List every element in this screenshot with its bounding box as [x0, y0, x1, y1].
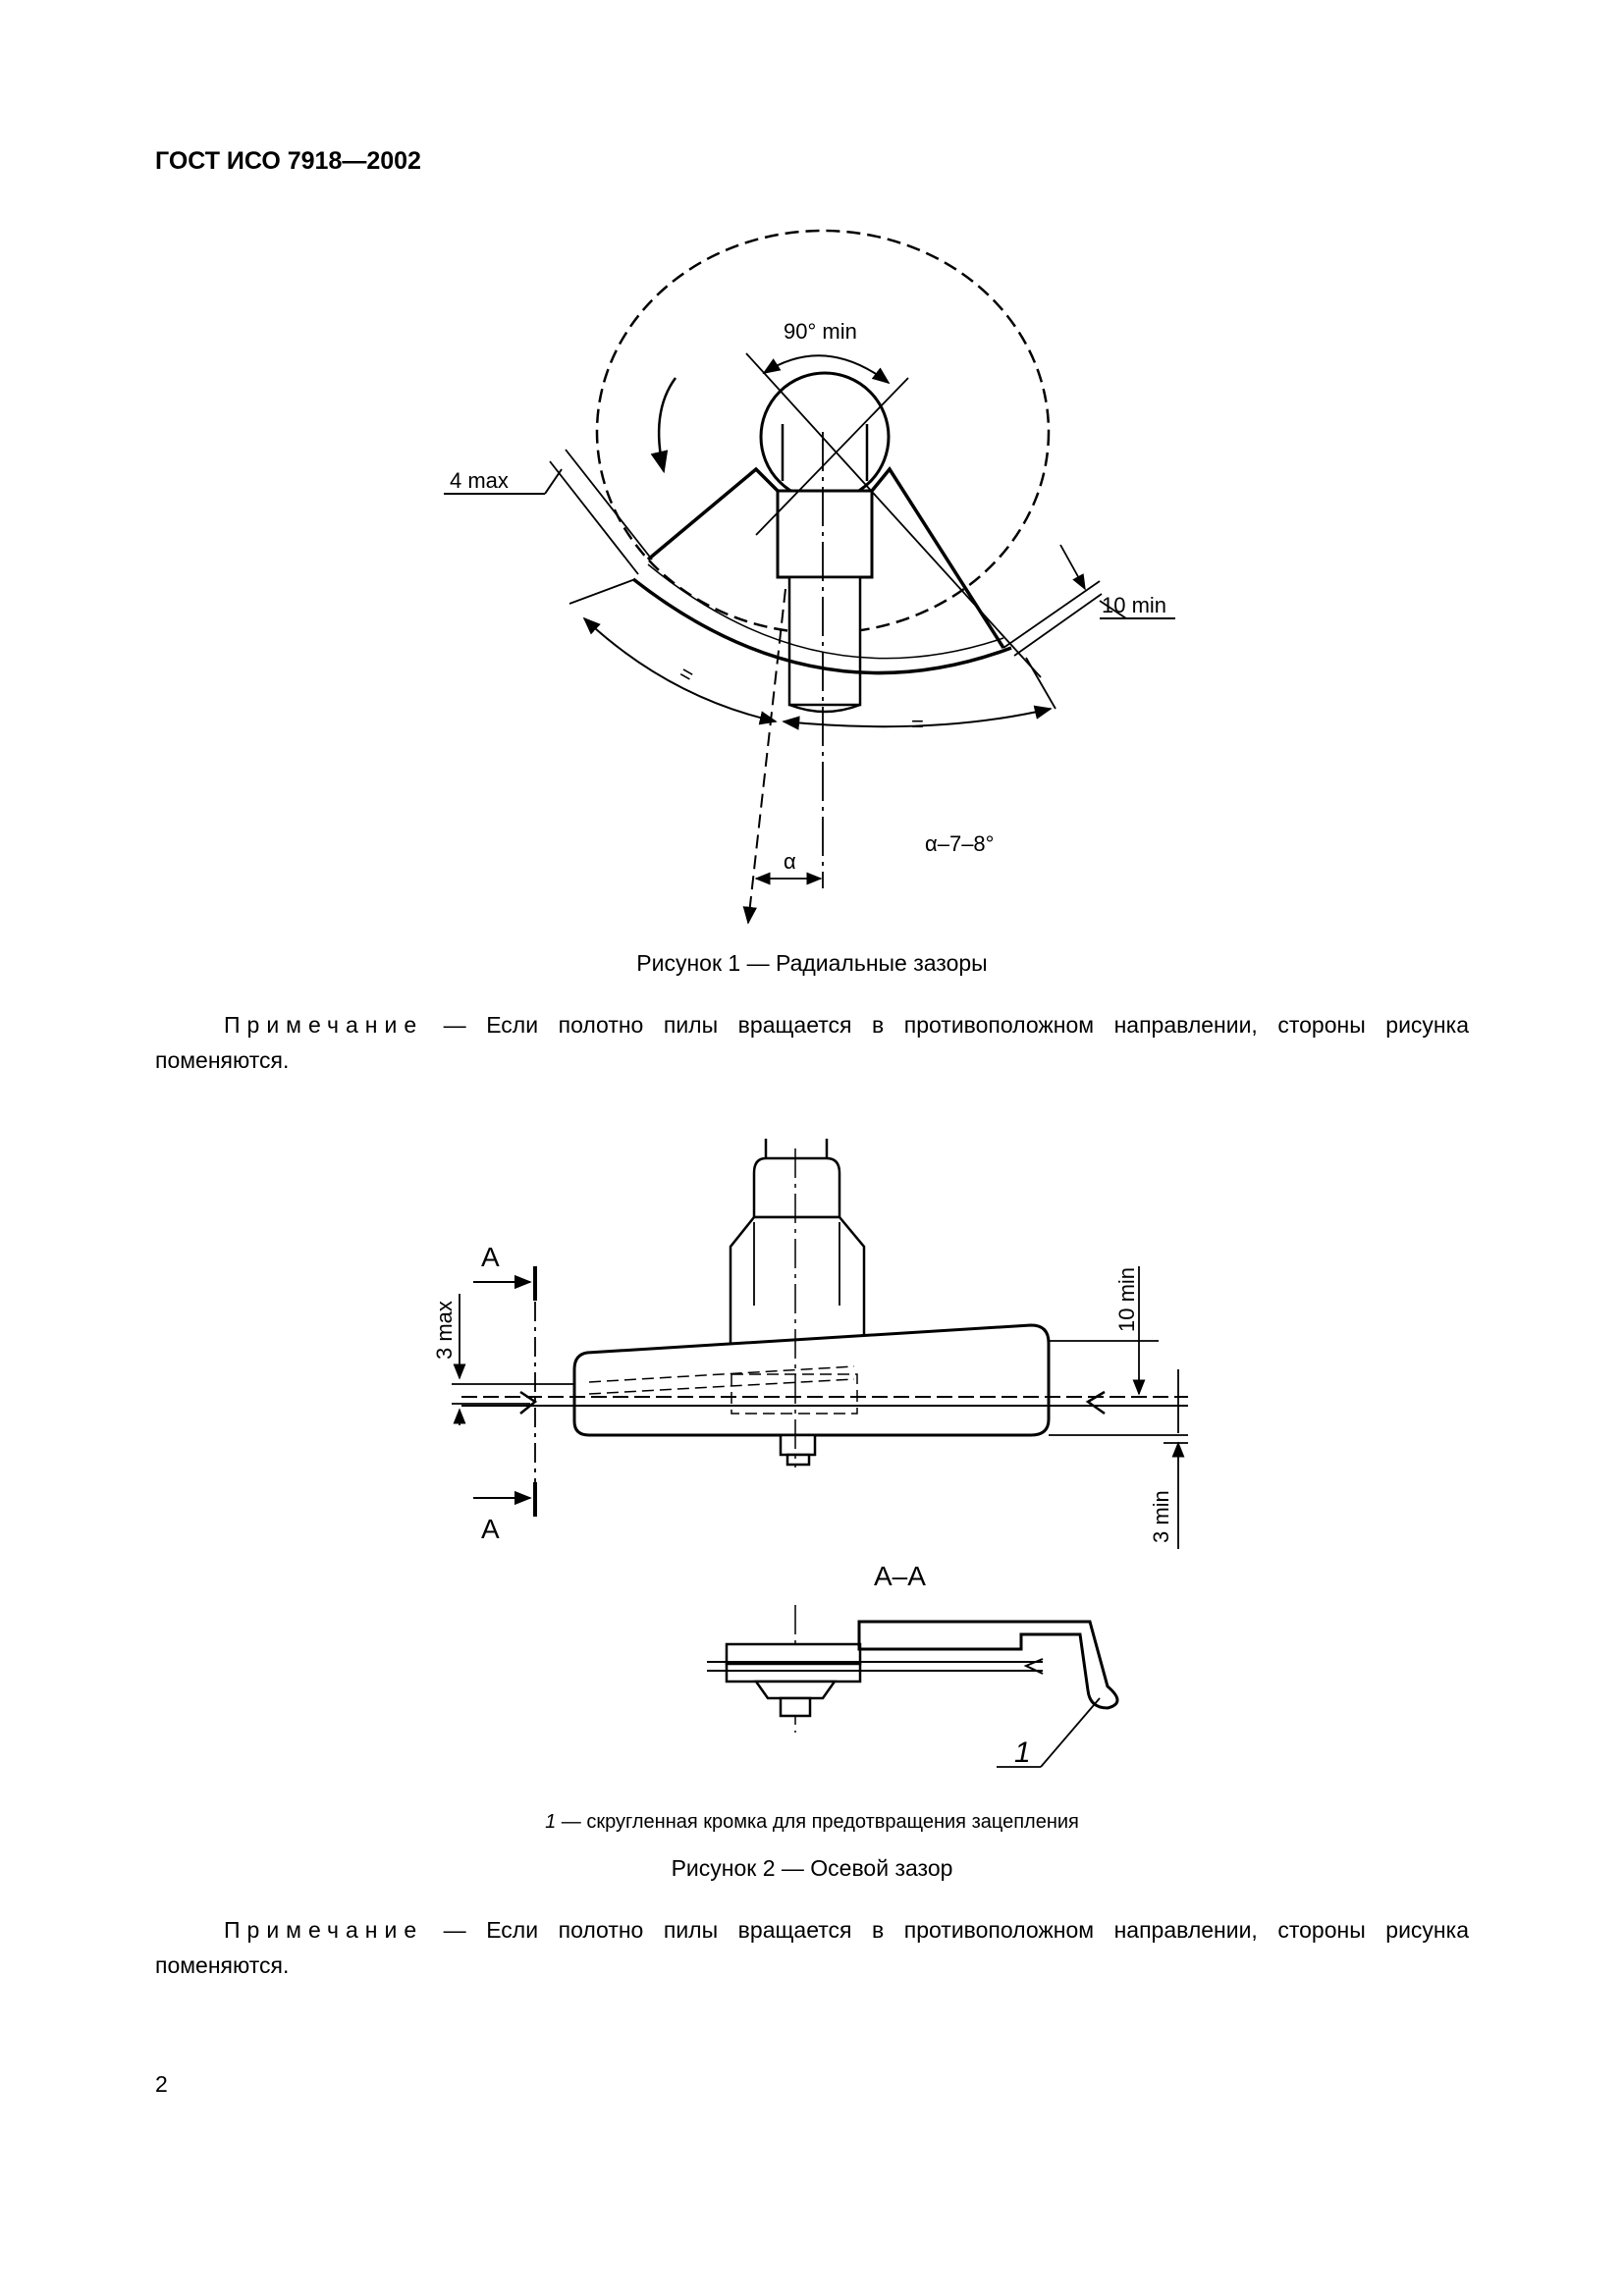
figure-2-legend — [0, 1811, 1624, 1834]
label-4-max: 4 max — [450, 468, 509, 493]
guard-mount-block-side — [731, 1217, 864, 1345]
label-equal-right: = — [911, 712, 924, 736]
label-section-a-a: A–A — [874, 1561, 926, 1591]
label-3-max: 3 max — [432, 1301, 457, 1360]
guard-section-profile — [859, 1622, 1117, 1708]
figure-2-caption: Рисунок 2 — Осевой зазор — [671, 1855, 953, 1881]
label-10-min-fig2: 10 min — [1114, 1266, 1139, 1332]
label-section-a-bottom: A — [481, 1514, 500, 1544]
page-number: 2 — [155, 2071, 168, 2097]
label-equal-left: = — [675, 660, 699, 688]
label-alpha-range: α–7–8° — [925, 831, 995, 856]
document-header: ГОСТ ИСО 7918—2002 — [155, 147, 421, 175]
legend-number: 1 — [545, 1811, 557, 1833]
label-3-min: 3 min — [1149, 1490, 1173, 1543]
label-callout-1: 1 — [1014, 1736, 1031, 1769]
label-alpha: α — [784, 849, 796, 874]
note-2 — [155, 1912, 1469, 1983]
note-1-text: — Если полотно пилы вращается в противоположном направлении, стороны рисунка поменяются. — [155, 1012, 1469, 1073]
label-section-a-top: A — [481, 1242, 500, 1272]
legend-text: — скругленная кромка для предотвращения зацепления — [556, 1811, 1079, 1833]
note-1-lead: Примечание — [224, 1012, 424, 1038]
note-2-text: — Если полотно пилы вращается в противоположном направлении, стороны рисунка поменяются. — [155, 1917, 1469, 1978]
note-2-lead: Примечание — [224, 1917, 424, 1943]
guard-body-side — [574, 1325, 1049, 1435]
figure-1-caption: Рисунок 1 — Радиальные зазоры — [636, 950, 988, 976]
label-10-min: 10 min — [1102, 593, 1167, 617]
label-90-min: 90° min — [784, 319, 857, 344]
